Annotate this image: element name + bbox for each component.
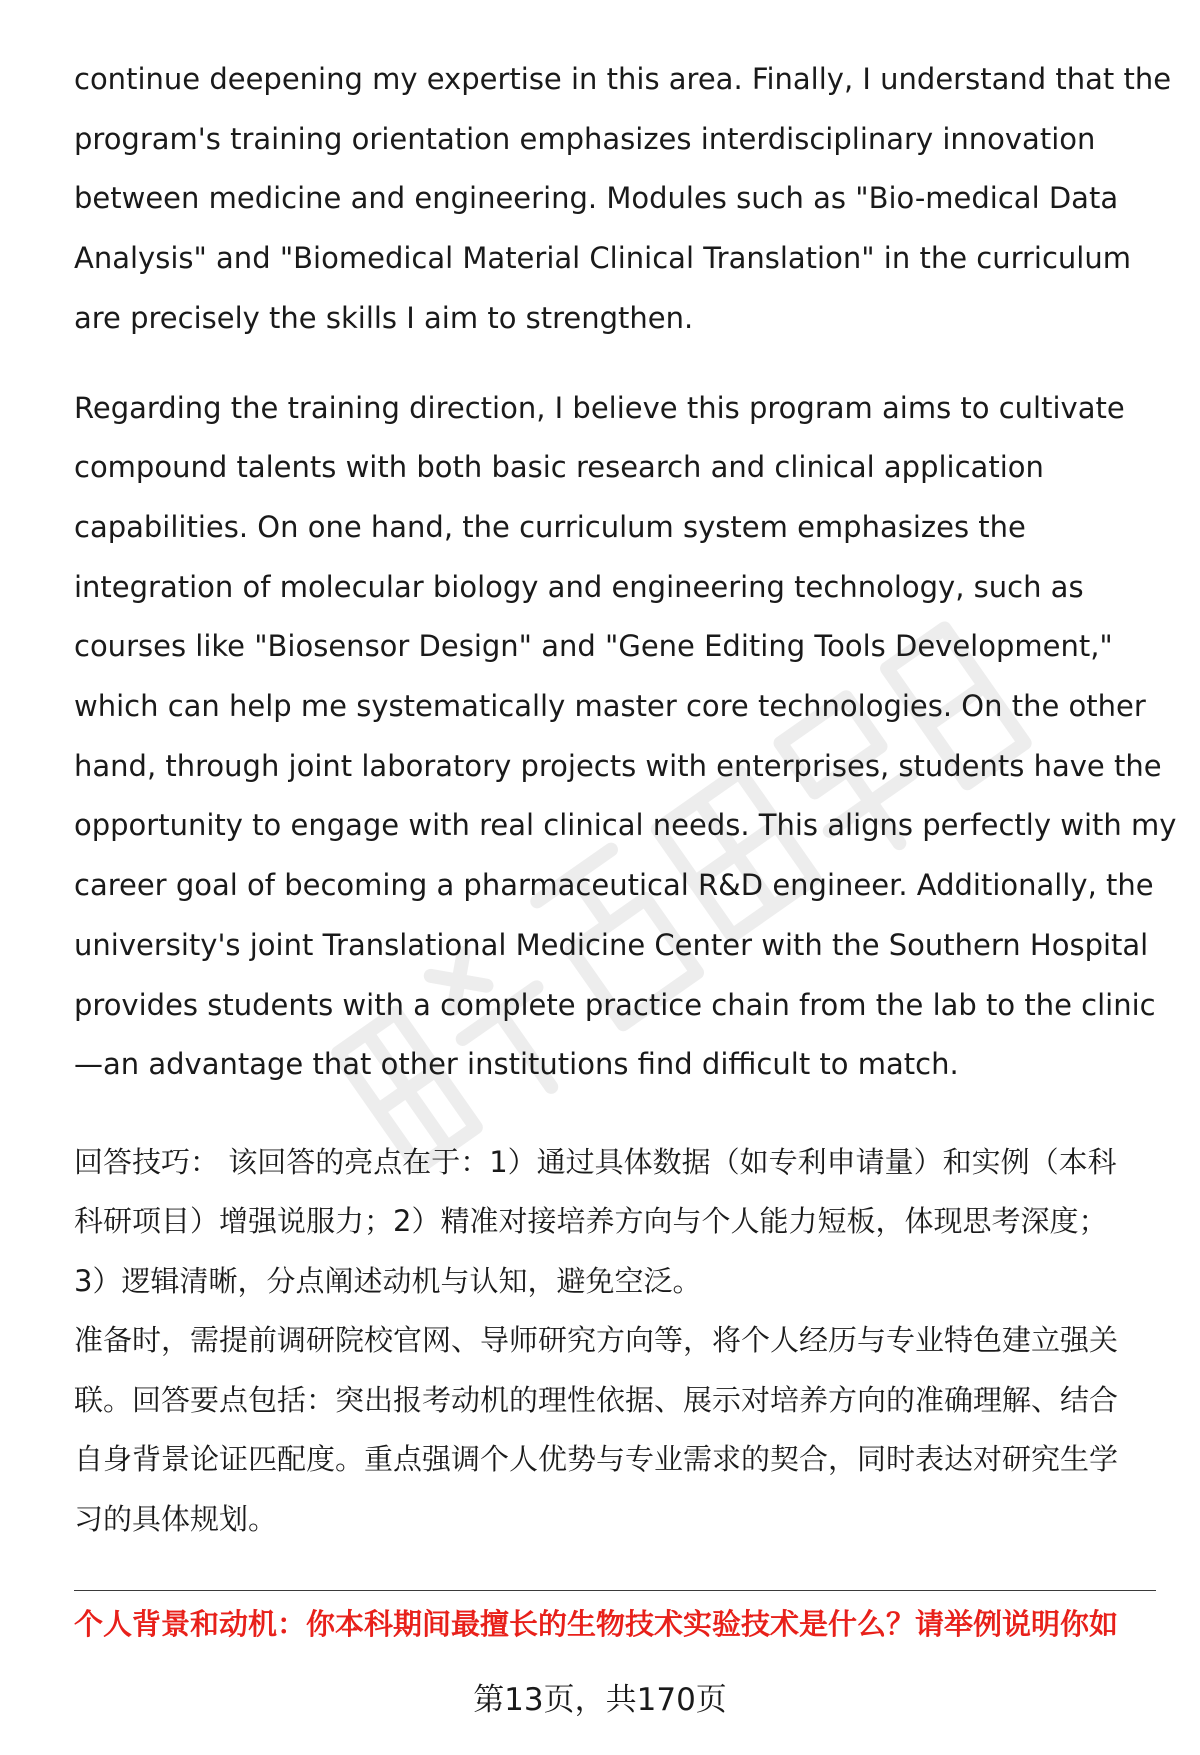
text-line: 科研项目）增强说服力；2）精准对接培养方向与个人能力短板，体现思考深度；	[74, 1204, 1108, 1239]
text-line: compound talents with both basic research and clinical application	[74, 450, 1044, 485]
text-line: 联。回答要点包括：突出报考动机的理性依据、展示对培养方向的准确理解、结合	[74, 1382, 1119, 1417]
text-line: integration of molecular biology and engineering technology, such as	[74, 569, 1084, 604]
text-line: 3）逻辑清晰，分点阐述动机与认知，避免空泛。	[74, 1263, 702, 1298]
text-line: hand, through joint laboratory projects with enterprises, students have the	[74, 748, 1162, 783]
text-line: between medicine and engineering. Modules such as "Bio-medical Data	[74, 181, 1119, 216]
paragraph-training-direction	[74, 379, 1177, 1095]
text-line: career goal of becoming a pharmaceutical R&D engineer. Additionally, the	[74, 868, 1154, 903]
text-line: program's training orientation emphasizes interdisciplinary innovation	[74, 121, 1096, 156]
paragraph-motivation	[74, 50, 1172, 349]
preparation-advice	[74, 1311, 1154, 1549]
text-line: are precisely the skills I aim to strengthen.	[74, 300, 694, 335]
document-body	[74, 50, 1177, 1549]
section-divider	[74, 1590, 1156, 1591]
text-line: opportunity to engage with real clinical needs. This aligns perfectly with my	[74, 808, 1177, 843]
text-line: university's joint Translational Medicine Center with the Southern Hospital	[74, 927, 1149, 962]
text-line: 习的具体规划。	[74, 1501, 278, 1536]
text-line: which can help me systematically master core technologies. On the other	[74, 689, 1146, 724]
answer-tips	[74, 1133, 1154, 1312]
text-line: —an advantage that other institutions find difficult to match.	[74, 1047, 959, 1082]
text-line: continue deepening my expertise in this area. Finally, I understand that the	[74, 62, 1172, 96]
text-line: provides students with a complete practice chain from the lab to the clinic	[74, 987, 1156, 1022]
text-line: Regarding the training direction, I believe this program aims to cultivate	[74, 390, 1125, 425]
text-line: Analysis" and "Biomedical Material Clinical Translation" in the curriculum	[74, 241, 1131, 276]
text-line: 自身背景论证匹配度。重点强调个人优势与专业需求的契合，同时表达对研究生学	[74, 1442, 1119, 1477]
text-line: 准备时，需提前调研院校官网、导师研究方向等，将个人经历与专业特色建立强关	[74, 1323, 1119, 1358]
text-line: 回答技巧： 该回答的亮点在于：1）通过具体数据（如专利申请量）和实例（本科	[74, 1144, 1117, 1179]
next-question-heading: 个人背景和动机：你本科期间最擅长的生物技术实验技术是什么？请举例说明你如	[74, 1607, 1119, 1641]
text-line: capabilities. On one hand, the curriculum system emphasizes the	[74, 509, 1026, 544]
text-line: courses like "Biosensor Design" and "Gene Editing Tools Development,"	[74, 629, 1113, 664]
page-number-footer: 第13页，共170页	[473, 1682, 727, 1718]
